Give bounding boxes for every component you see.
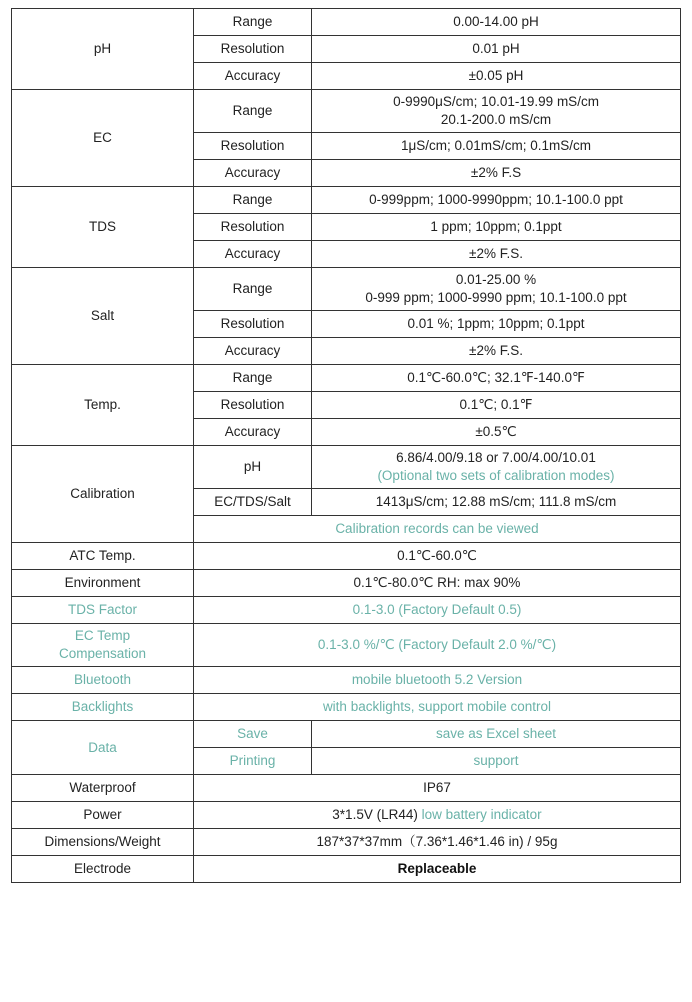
power-label: Power <box>12 802 194 829</box>
tds-range-value: 0-999ppm; 1000-9990ppm; 10.1-100.0 ppt <box>312 187 681 214</box>
tds-resolution-label: Resolution <box>194 214 312 241</box>
ph-accuracy-value: ±0.05 pH <box>312 63 681 90</box>
data-save-value: save as Excel sheet <box>312 721 681 748</box>
salt-label: Salt <box>12 268 194 365</box>
salt-resolution-value: 0.01 %; 1ppm; 10ppm; 0.1ppt <box>312 311 681 338</box>
temp-label: Temp. <box>12 365 194 446</box>
salt-range-label: Range <box>194 268 312 311</box>
temp-range-label: Range <box>194 365 312 392</box>
ec-range-value <box>312 90 681 133</box>
ph-resolution-label: Resolution <box>194 36 312 63</box>
calibration-records-note: Calibration records can be viewed <box>194 516 681 543</box>
temp-resolution-label: Resolution <box>194 392 312 419</box>
ec-accuracy-label: Accuracy <box>194 160 312 187</box>
ec-temp-compensation-label-line-2: Compensation <box>58 646 147 661</box>
table-row-calibration-ph <box>12 446 681 489</box>
ph-accuracy-label: Accuracy <box>194 63 312 90</box>
ec-range-line-1: 0-9990μS/cm; 10.01-19.99 mS/cm <box>393 94 599 109</box>
data-label: Data <box>12 721 194 775</box>
ec-label: EC <box>12 90 194 187</box>
table-row-tds-range <box>12 187 681 214</box>
table-row-ec-range <box>12 90 681 133</box>
ec-range-line-2: 20.1-200.0 mS/cm <box>440 112 552 127</box>
table-row-electrode <box>12 856 681 883</box>
salt-accuracy-value: ±2% F.S. <box>312 338 681 365</box>
specifications-table <box>11 8 681 883</box>
ph-range-value: 0.00-14.00 pH <box>312 9 681 36</box>
calibration-ec-value: 1413μS/cm; 12.88 mS/cm; 111.8 mS/cm <box>312 489 681 516</box>
table-row-environment <box>12 570 681 597</box>
ph-range-label: Range <box>194 9 312 36</box>
table-row-data-save <box>12 721 681 748</box>
table-row-atc-temp <box>12 543 681 570</box>
ec-temp-compensation-label-line-1: EC Temp <box>74 628 131 643</box>
electrode-value: Replaceable <box>194 856 681 883</box>
atc-temp-value: 0.1℃-60.0℃ <box>194 543 681 570</box>
ec-range-label: Range <box>194 90 312 133</box>
data-save-label: Save <box>194 721 312 748</box>
bluetooth-label: Bluetooth <box>12 667 194 694</box>
ec-temp-compensation-label <box>12 624 194 667</box>
temp-range-value: 0.1℃-60.0℃; 32.1℉-140.0℉ <box>312 365 681 392</box>
calibration-ph-label: pH <box>194 446 312 489</box>
calibration-label: Calibration <box>12 446 194 543</box>
tds-factor-label: TDS Factor <box>12 597 194 624</box>
table-row-tds-factor <box>12 597 681 624</box>
power-value-cell <box>194 802 681 829</box>
table-row-ec-temp-compensation <box>12 624 681 667</box>
backlights-value: with backlights, support mobile control <box>194 694 681 721</box>
ph-label: pH <box>12 9 194 90</box>
table-row-salt-range <box>12 268 681 311</box>
calibration-ec-label: EC/TDS/Salt <box>194 489 312 516</box>
salt-range-value <box>312 268 681 311</box>
table-row-backlights <box>12 694 681 721</box>
ph-resolution-value: 0.01 pH <box>312 36 681 63</box>
waterproof-label: Waterproof <box>12 775 194 802</box>
power-note: low battery indicator <box>421 807 542 822</box>
spec-table-container <box>11 8 681 883</box>
salt-range-line-1: 0.01-25.00 % <box>455 272 537 287</box>
electrode-label: Electrode <box>12 856 194 883</box>
temp-accuracy-value: ±0.5℃ <box>312 419 681 446</box>
ec-accuracy-value: ±2% F.S <box>312 160 681 187</box>
calibration-ph-points: 6.86/4.00/9.18 or 7.00/4.00/10.01 <box>396 450 596 465</box>
tds-accuracy-label: Accuracy <box>194 241 312 268</box>
salt-accuracy-label: Accuracy <box>194 338 312 365</box>
table-row-power <box>12 802 681 829</box>
salt-range-line-2: 0-999 ppm; 1000-9990 ppm; 10.1-100.0 ppt <box>365 290 627 305</box>
tds-label: TDS <box>12 187 194 268</box>
tds-factor-value: 0.1-3.0 (Factory Default 0.5) <box>194 597 681 624</box>
salt-resolution-label: Resolution <box>194 311 312 338</box>
data-printing-value: support <box>312 748 681 775</box>
atc-temp-label: ATC Temp. <box>12 543 194 570</box>
ec-resolution-value: 1μS/cm; 0.01mS/cm; 0.1mS/cm <box>312 133 681 160</box>
backlights-label: Backlights <box>12 694 194 721</box>
tds-range-label: Range <box>194 187 312 214</box>
bluetooth-value: mobile bluetooth 5.2 Version <box>194 667 681 694</box>
power-value: 3*1.5V (LR44) <box>332 807 418 822</box>
temp-accuracy-label: Accuracy <box>194 419 312 446</box>
temp-resolution-value: 0.1℃; 0.1℉ <box>312 392 681 419</box>
ec-temp-compensation-value: 0.1-3.0 %/℃ (Factory Default 2.0 %/℃) <box>194 624 681 667</box>
table-row-dimensions <box>12 829 681 856</box>
tds-resolution-value: 1 ppm; 10ppm; 0.1ppt <box>312 214 681 241</box>
waterproof-value: IP67 <box>194 775 681 802</box>
table-row-bluetooth <box>12 667 681 694</box>
environment-value: 0.1℃-80.0℃ RH: max 90% <box>194 570 681 597</box>
calibration-ph-note: (Optional two sets of calibration modes) <box>377 468 615 483</box>
table-row-temp-range <box>12 365 681 392</box>
calibration-ph-value <box>312 446 681 489</box>
ec-resolution-label: Resolution <box>194 133 312 160</box>
environment-label: Environment <box>12 570 194 597</box>
table-row-waterproof <box>12 775 681 802</box>
table-row-ph-range <box>12 9 681 36</box>
dimensions-label: Dimensions/Weight <box>12 829 194 856</box>
dimensions-value: 187*37*37mm（7.36*1.46*1.46 in) / 95g <box>194 829 681 856</box>
tds-accuracy-value: ±2% F.S. <box>312 241 681 268</box>
data-printing-label: Printing <box>194 748 312 775</box>
